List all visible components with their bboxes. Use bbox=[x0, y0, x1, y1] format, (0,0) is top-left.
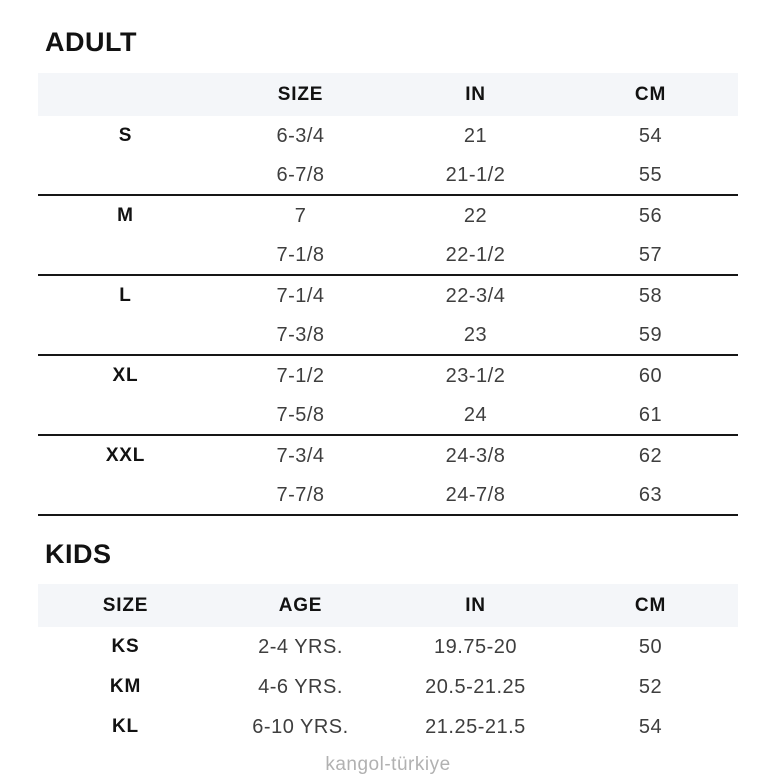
in-value: 22 bbox=[463, 204, 488, 227]
in-value: 22-1/2 bbox=[445, 243, 506, 266]
kids-size-label: KM bbox=[109, 676, 142, 697]
table-row bbox=[38, 156, 738, 196]
table-row bbox=[38, 476, 738, 516]
cm-value: 54 bbox=[638, 124, 663, 147]
adult-col-in: IN bbox=[465, 83, 486, 105]
cm-value: 61 bbox=[638, 403, 663, 426]
adult-col-size: SIZE bbox=[277, 83, 324, 105]
in-value: 24-3/8 bbox=[445, 444, 506, 467]
size-value: 7-3/8 bbox=[276, 323, 325, 346]
table-row bbox=[38, 356, 738, 396]
size-value: 7-3/4 bbox=[276, 444, 325, 467]
cm-value: 56 bbox=[638, 204, 663, 227]
in-value: 21.25-21.5 bbox=[425, 715, 526, 738]
cm-value: 55 bbox=[638, 163, 663, 186]
cm-value: 52 bbox=[638, 675, 663, 698]
table-row bbox=[38, 396, 738, 436]
size-group-label: L bbox=[119, 285, 132, 306]
cm-value: 62 bbox=[638, 444, 663, 467]
table-row bbox=[38, 436, 738, 476]
table-row bbox=[38, 667, 738, 707]
table-row bbox=[38, 316, 738, 356]
size-value: 7 bbox=[294, 204, 307, 227]
in-value: 19.75-20 bbox=[434, 635, 517, 658]
adult-table-header-row bbox=[38, 73, 738, 116]
watermark-text: kangol-türkiye bbox=[325, 754, 451, 775]
in-value: 22-3/4 bbox=[445, 284, 506, 307]
in-value: 24 bbox=[463, 403, 488, 426]
kids-col-in: IN bbox=[465, 594, 486, 616]
table-row bbox=[38, 707, 738, 747]
kids-col-cm: CM bbox=[634, 594, 667, 616]
size-group-label: S bbox=[118, 125, 133, 146]
cm-value: 63 bbox=[638, 483, 663, 506]
cm-value: 58 bbox=[638, 284, 663, 307]
size-value: 7-1/2 bbox=[276, 364, 325, 387]
size-value: 6-7/8 bbox=[276, 163, 325, 186]
table-row bbox=[38, 276, 738, 316]
size-value: 7-7/8 bbox=[276, 483, 325, 506]
adult-size-table bbox=[38, 73, 738, 516]
kids-col-size: SIZE bbox=[102, 594, 149, 616]
size-value: 7-1/8 bbox=[276, 243, 325, 266]
in-value: 20.5-21.25 bbox=[425, 675, 526, 698]
size-value: 7-5/8 bbox=[276, 403, 325, 426]
cm-value: 57 bbox=[638, 243, 663, 266]
cm-value: 60 bbox=[638, 364, 663, 387]
size-group-label: XXL bbox=[105, 445, 146, 466]
size-value: 6-3/4 bbox=[276, 124, 325, 147]
in-value: 24-7/8 bbox=[445, 483, 506, 506]
in-value: 21-1/2 bbox=[445, 163, 506, 186]
adult-col-cm: CM bbox=[634, 83, 667, 105]
kids-size-table bbox=[38, 584, 738, 747]
kids-size-label: KL bbox=[112, 716, 139, 737]
cm-value: 54 bbox=[638, 715, 663, 738]
cm-value: 50 bbox=[638, 635, 663, 658]
size-group-label: M bbox=[117, 205, 134, 226]
table-row bbox=[38, 236, 738, 276]
age-value: 2-4 YRS. bbox=[258, 635, 343, 658]
size-value: 7-1/4 bbox=[276, 284, 325, 307]
kids-col-age: AGE bbox=[278, 594, 323, 616]
size-group-label: XL bbox=[112, 365, 139, 386]
table-row bbox=[38, 196, 738, 236]
in-value: 21 bbox=[463, 124, 488, 147]
table-row bbox=[38, 116, 738, 156]
cm-value: 59 bbox=[638, 323, 663, 346]
kids-table-header-row bbox=[38, 584, 738, 627]
age-value: 6-10 YRS. bbox=[252, 715, 349, 738]
kids-section-title: KIDS bbox=[45, 539, 112, 569]
age-value: 4-6 YRS. bbox=[258, 675, 343, 698]
adult-section-title: ADULT bbox=[45, 27, 137, 57]
in-value: 23-1/2 bbox=[445, 364, 506, 387]
kids-size-label: KS bbox=[111, 636, 140, 657]
in-value: 23 bbox=[463, 323, 488, 346]
table-row bbox=[38, 627, 738, 667]
